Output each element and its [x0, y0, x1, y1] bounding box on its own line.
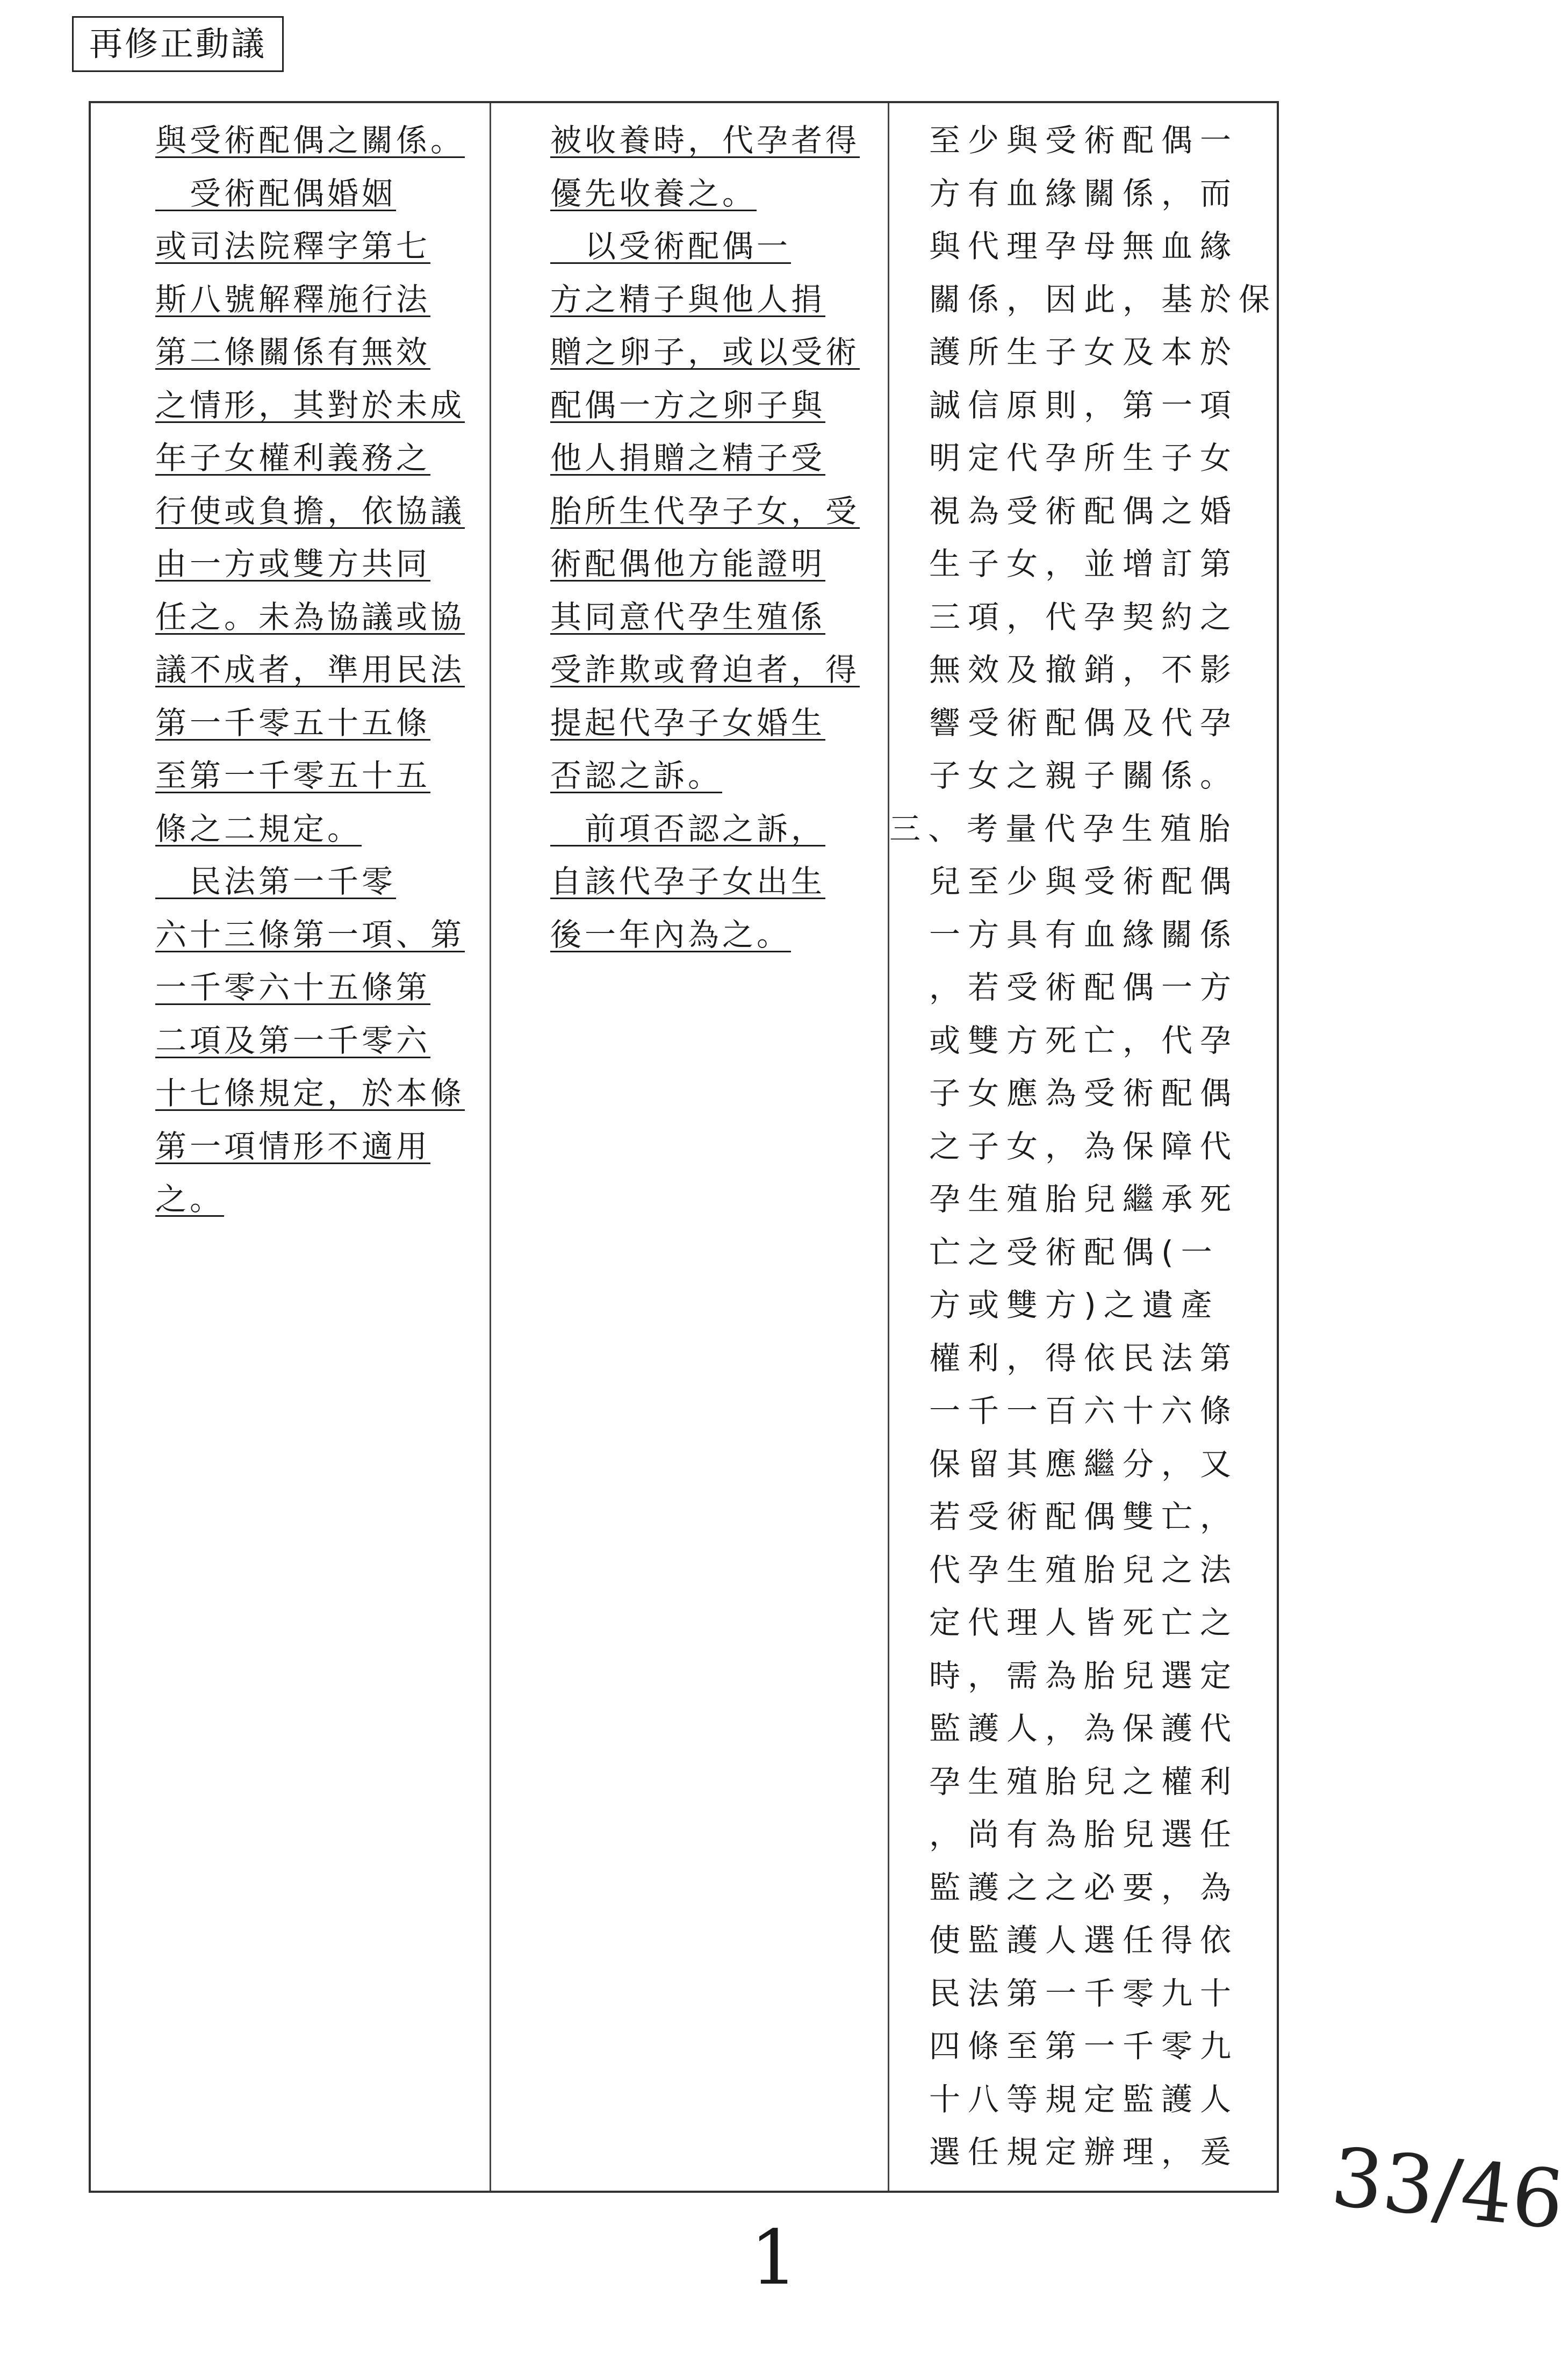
text-line: 受詐欺或脅迫者，得 — [550, 651, 860, 688]
text-line: 若受術配偶雙亡， — [929, 1498, 1239, 1535]
text-line: 無效及撤銷，不影 — [929, 651, 1239, 688]
text-line: 被收養時，代孕者得 — [550, 122, 860, 159]
text-line: 護所生子女及本於 — [929, 334, 1239, 370]
text-line: 以受術配偶一 — [550, 228, 792, 264]
text-line: 一千一百六十六條 — [929, 1393, 1239, 1429]
text-line: 第一千零五十五條 — [155, 704, 431, 741]
text-line: 誠信原則，第一項 — [929, 386, 1239, 424]
center-mark: 1 — [750, 2214, 799, 2302]
text-line: 方或雙方)之遺產 — [929, 1287, 1220, 1323]
text-line: 行使或負擔，依協議 — [155, 492, 465, 529]
text-line: 自該代孕子女出生 — [550, 863, 826, 900]
text-line: 由一方或雙方共同 — [155, 546, 431, 582]
text-line: 優先收養之。 — [550, 175, 757, 212]
text-line: 贈之卵子，或以受術 — [550, 334, 860, 370]
text-line: 否認之訴。 — [550, 757, 723, 794]
proposed-text-column — [550, 114, 860, 961]
text-line: 十八等規定監護人 — [929, 2080, 1239, 2118]
text-line: 與受術配偶之關係。 — [155, 122, 465, 159]
text-line: 明定代孕所生子女 — [929, 440, 1239, 476]
text-line: 條之二規定。 — [155, 810, 362, 847]
text-line: 至第一千零五十五 — [155, 757, 431, 794]
text-line: 子女之親子關係。 — [929, 757, 1239, 794]
column-divider — [888, 103, 889, 2191]
text-line: 保留其應繼分，又 — [929, 1445, 1239, 1482]
text-line: 民法第一千零九十 — [929, 1975, 1239, 2012]
text-line: 選任規定辦理，爰 — [929, 2134, 1239, 2170]
comparison-table — [89, 101, 1279, 2193]
text-line: 議不成者，準用民法 — [155, 651, 465, 688]
text-line: 受術配偶婚姻 — [155, 175, 397, 212]
amended-text-column — [155, 114, 465, 1226]
text-line: 胎所生代孕子女，受 — [550, 492, 860, 529]
text-line: 時，需為胎兒選定 — [929, 1657, 1239, 1694]
text-line: 後一年內為之。 — [550, 916, 792, 953]
text-line: 代孕生殖胎兒之法 — [929, 1551, 1239, 1588]
text-line: 視為受術配偶之婚 — [929, 492, 1239, 529]
explanation-column — [889, 114, 1278, 2179]
text-line: 任之。未為協議或協 — [155, 598, 465, 635]
page-number: 33/46 — [1327, 2130, 1568, 2248]
text-line: 監護人，為保護代 — [929, 1710, 1239, 1747]
text-line: 前項否認之訴， — [550, 810, 826, 847]
text-line: ，若受術配偶一方 — [929, 969, 1239, 1006]
text-line: 生子女，並增訂第 — [929, 546, 1239, 582]
text-line: 兒至少與受術配偶 — [929, 863, 1239, 900]
text-line: 監護之之必要，為 — [929, 1869, 1239, 1906]
text-line: 使監護人選任得依 — [929, 1922, 1239, 1958]
text-line: 一方具有血緣關係 — [929, 916, 1239, 953]
text-line: 六十三條第一項、第 — [155, 916, 465, 953]
text-line: ，尚有為胎兒選任 — [929, 1816, 1239, 1853]
text-line: 民法第一千零 — [155, 863, 397, 900]
text-line: 之。 — [155, 1181, 225, 1217]
text-line: 方之精子與他人捐 — [550, 281, 826, 318]
text-line: 或司法院釋字第七 — [155, 228, 431, 264]
text-line: 三、考量代孕生殖胎 — [889, 810, 1238, 847]
text-line: 術配偶他方能證明 — [550, 546, 826, 582]
text-line: 之情形，其對於未成 — [155, 386, 465, 424]
text-line: 至少與受術配偶一 — [929, 122, 1239, 159]
text-line: 方有血緣關係，而 — [929, 175, 1239, 212]
text-line: 孕生殖胎兒之權利 — [929, 1763, 1239, 1800]
text-line: 其同意代孕生殖係 — [550, 598, 826, 635]
text-line: 與代理孕母無血緣 — [929, 228, 1239, 264]
text-line: 權利，得依民法第 — [929, 1339, 1239, 1376]
text-line: 年子女權利義務之 — [155, 440, 431, 476]
text-line: 響受術配偶及代孕 — [929, 704, 1239, 741]
text-line: 提起代孕子女婚生 — [550, 704, 826, 741]
text-line: 三項，代孕契約之 — [929, 598, 1239, 635]
text-line: 一千零六十五條第 — [155, 969, 431, 1006]
text-line: 四條至第一千零九 — [929, 2028, 1239, 2064]
text-line: 孕生殖胎兒繼承死 — [929, 1181, 1239, 1217]
text-line: 關係，因此，基於保 — [929, 281, 1278, 318]
text-line: 配偶一方之卵子與 — [550, 386, 826, 424]
text-line: 亡之受術配偶(一 — [929, 1233, 1220, 1271]
text-line: 或雙方死亡，代孕 — [929, 1022, 1239, 1059]
document-stamp: 再修正動議 — [72, 16, 284, 72]
text-line: 之子女，為保障代 — [929, 1128, 1239, 1165]
text-line: 子女應為受術配偶 — [929, 1075, 1239, 1111]
text-line: 斯八號解釋施行法 — [155, 281, 431, 318]
text-line: 二項及第一千零六 — [155, 1022, 431, 1059]
column-divider — [490, 103, 491, 2191]
text-line: 十七條規定，於本條 — [155, 1075, 465, 1111]
text-line: 第一項情形不適用 — [155, 1128, 431, 1165]
text-line: 他人捐贈之精子受 — [550, 440, 826, 476]
text-line: 第二條關係有無效 — [155, 334, 431, 370]
text-line: 定代理人皆死亡之 — [929, 1604, 1239, 1641]
